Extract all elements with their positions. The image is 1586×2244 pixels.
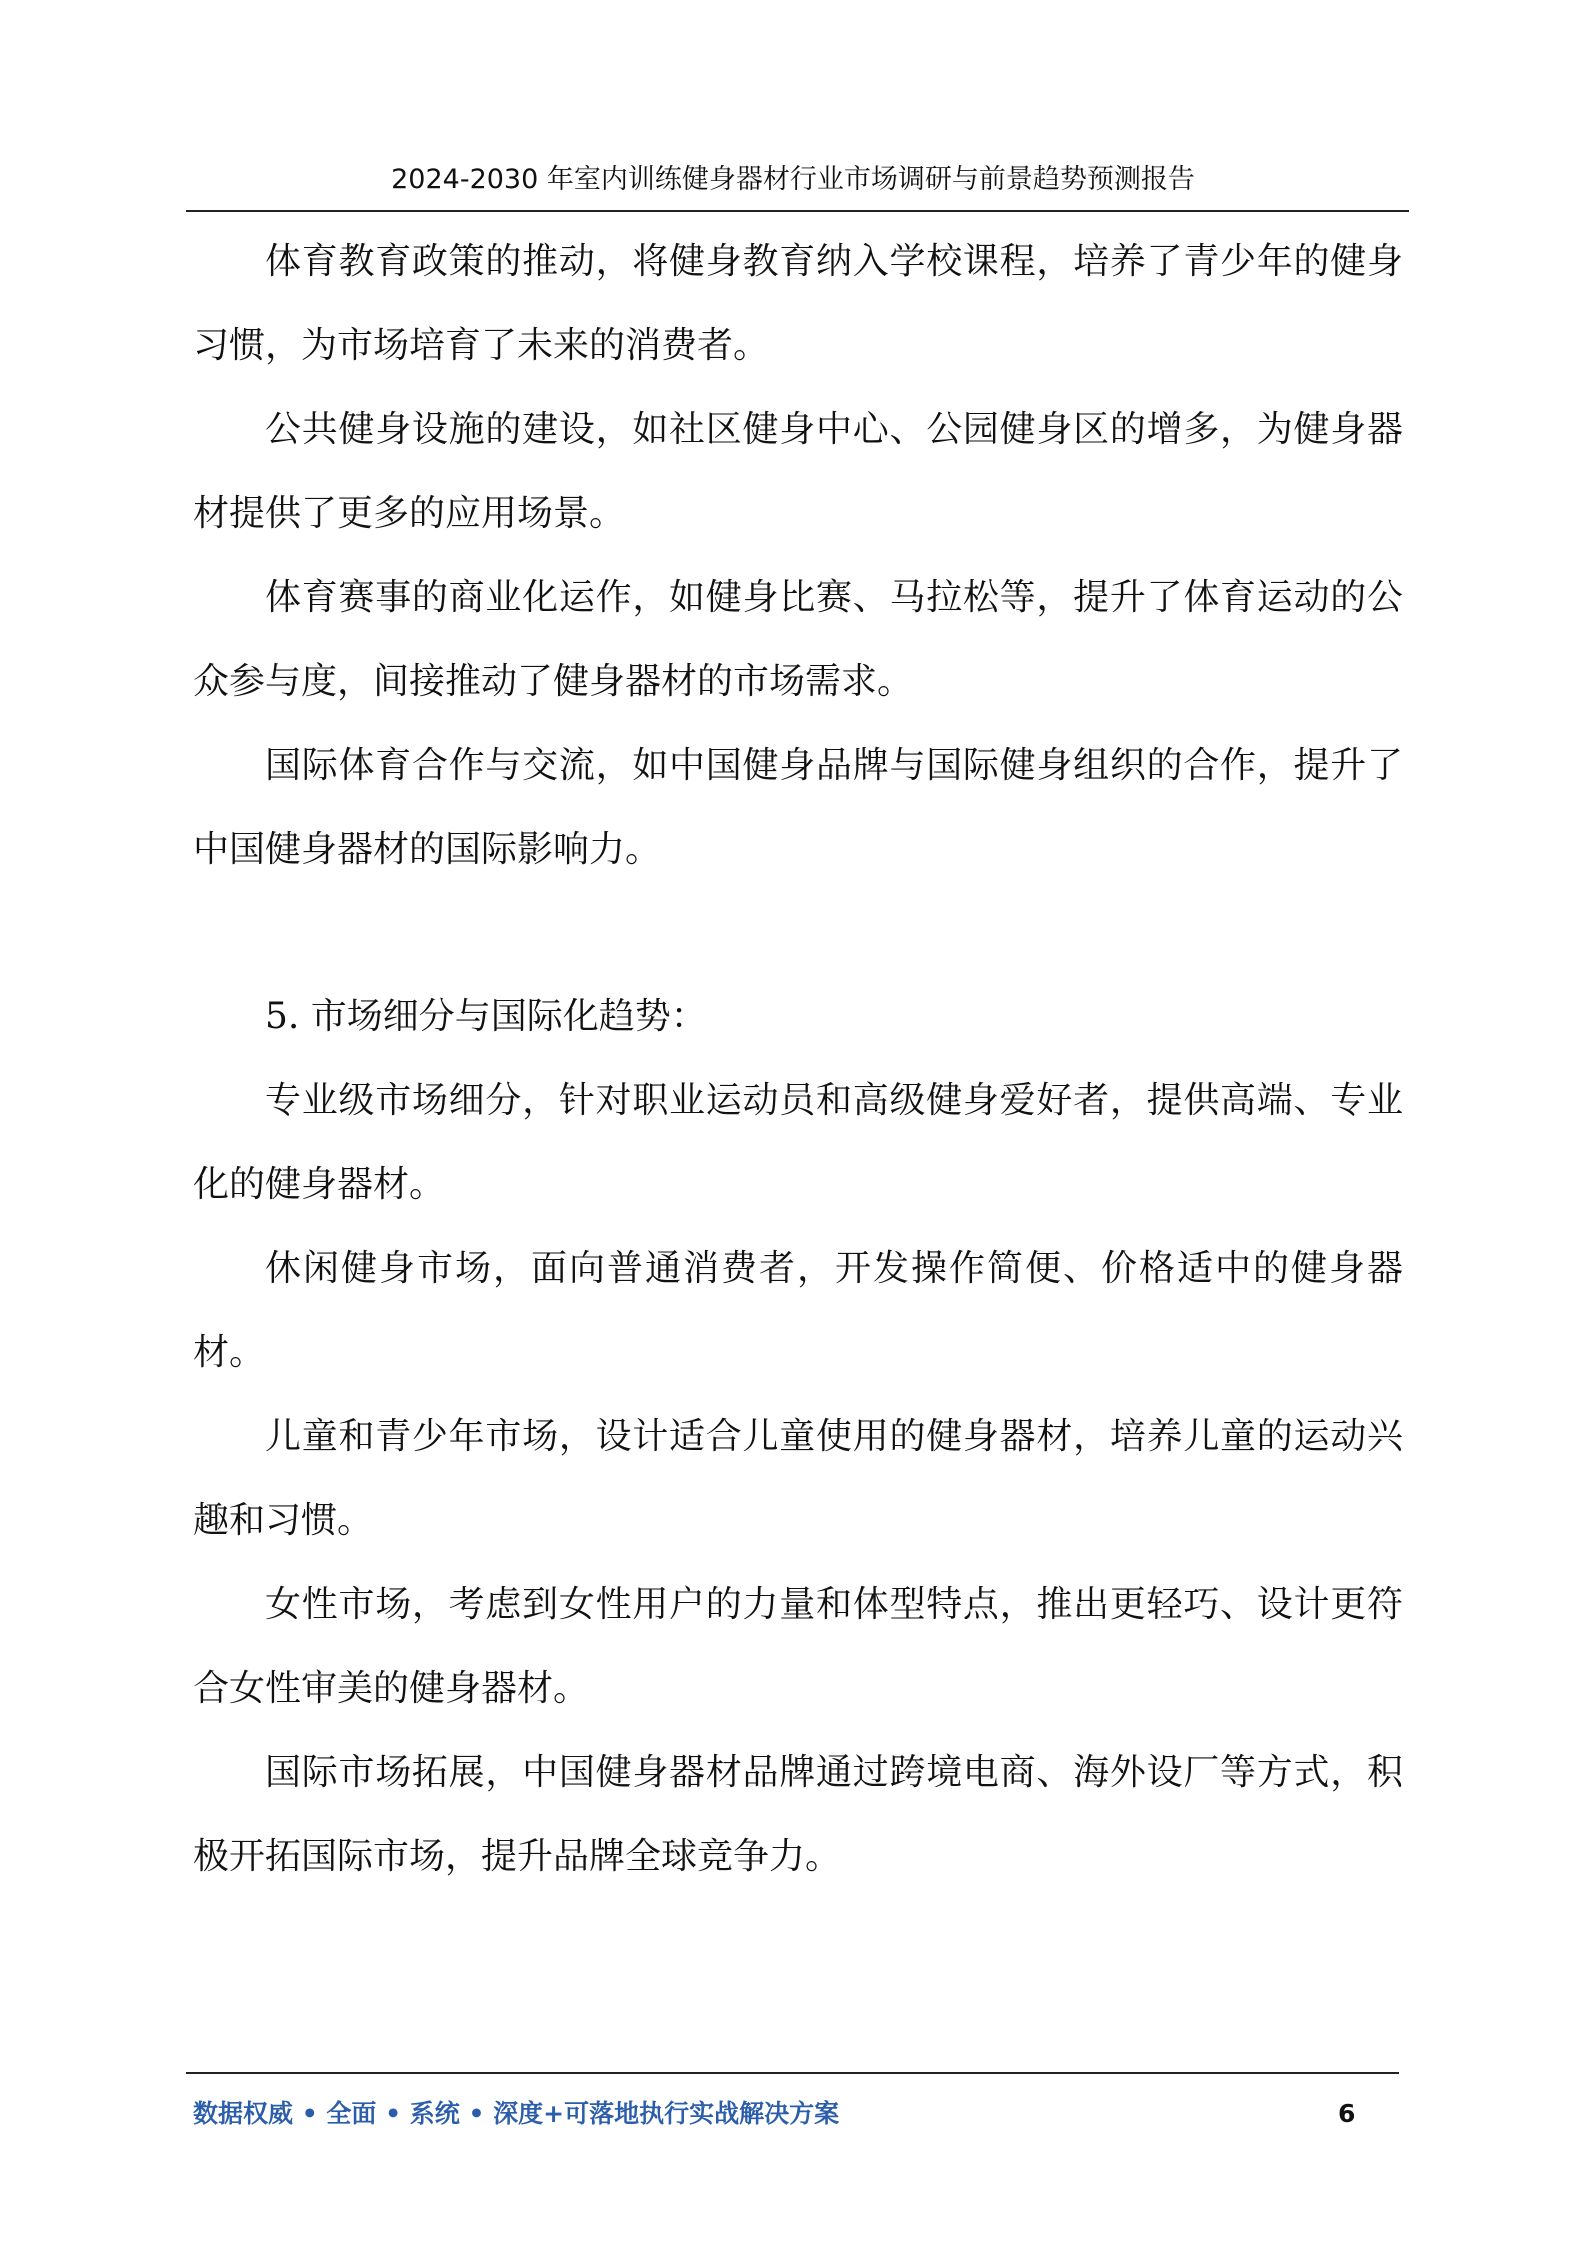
header-divider [186,210,1409,212]
paragraph: 国际市场拓展，中国健身器材品牌通过跨境电商、海外设厂等方式，积极开拓国际市场，提升品牌全球竞争力。 [193,1752,1403,1877]
footer-slogan: 数据权威 • 全面 • 系统 • 深度+可落地执行实战解决方案 [193,2099,840,2128]
page-number: 6 [1338,2099,1356,2128]
footer-divider [186,2072,1399,2074]
paragraph: 国际体育合作与交流，如中国健身品牌与国际健身组织的合作，提升了中国健身器材的国际影响力。 [193,745,1403,870]
paragraph: 女性市场，考虑到女性用户的力量和体型特点，推出更轻巧、设计更符合女性审美的健身器材。 [193,1584,1403,1709]
paragraph: 休闲健身市场，面向普通消费者，开发操作简便、价格适中的健身器材。 [193,1248,1403,1373]
paragraph: 体育教育政策的推动，将健身教育纳入学校课程，培养了青少年的健身习惯，为市场培育了未来的消费者。 [193,241,1403,366]
paragraph: 公共健身设施的建设，如社区健身中心、公园健身区的增多，为健身器材提供了更多的应用场景。 [193,409,1403,534]
page-body [193,220,1403,1899]
report-title: 2024-2030 年室内训练健身器材行业市场调研与前景趋势预测报告 [391,164,1195,195]
section-heading: 5. 市场细分与国际化趋势： [265,996,707,1037]
paragraph: 儿童和青少年市场，设计适合儿童使用的健身器材，培养儿童的运动兴趣和习惯。 [193,1416,1403,1541]
paragraph: 专业级市场细分，针对职业运动员和高级健身爱好者，提供高端、专业化的健身器材。 [193,1080,1403,1205]
paragraph: 体育赛事的商业化运作，如健身比赛、马拉松等，提升了体育运动的公众参与度，间接推动了健身器材的市场需求。 [193,577,1403,702]
